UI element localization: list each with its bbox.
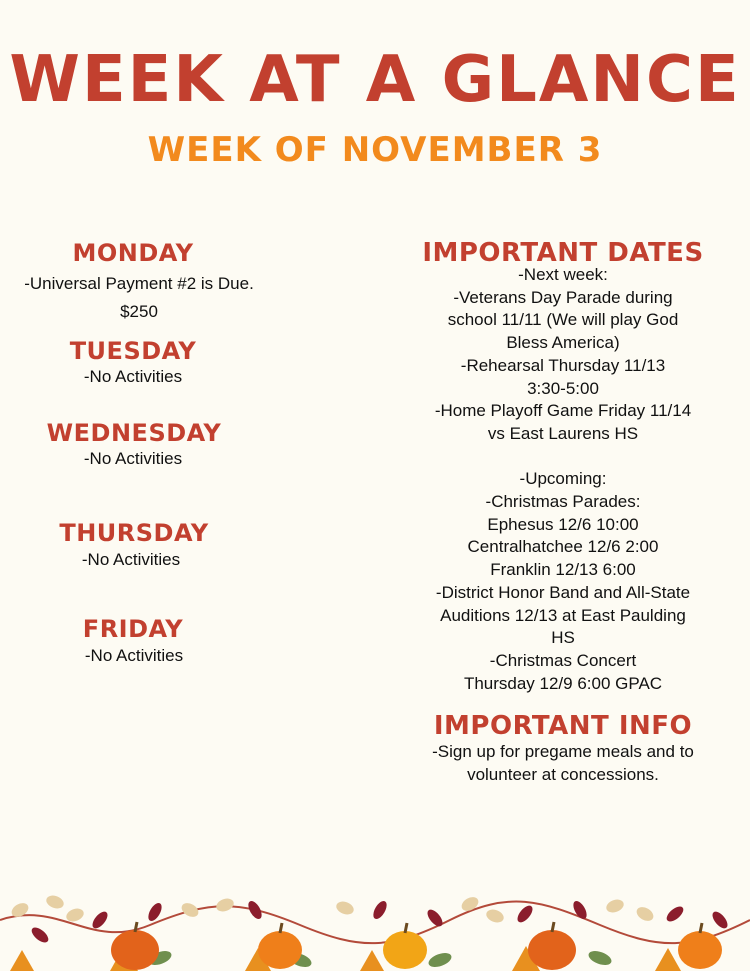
thursday-heading: THURSDAY <box>59 519 209 547</box>
wednesday-heading: WEDNESDAY <box>46 419 222 447</box>
orange-maple-leaves-icon <box>10 946 681 971</box>
important-dates-line: -Christmas Parades: <box>485 492 641 512</box>
pumpkin-icon <box>111 922 722 970</box>
thursday-text <box>31 549 231 572</box>
important-dates-line: 3:30-5:00 <box>527 378 599 398</box>
important-dates-text <box>413 264 713 695</box>
important-dates-heading: IMPORTANT DATES <box>422 238 704 268</box>
monday-line: -Universal Payment #2 is Due. <box>24 274 254 293</box>
monday-line: $250 <box>120 302 158 321</box>
friday-line: -No Activities <box>84 646 184 665</box>
wednesday-line: -No Activities <box>83 449 183 468</box>
friday-text <box>34 645 234 668</box>
important-dates-line: Ephesus 12/6 10:00 <box>487 514 639 534</box>
important-info-text <box>413 741 713 786</box>
tuesday-text <box>33 366 233 389</box>
important-dates-line: -Home Playoff Game Friday 11/14 <box>434 401 692 421</box>
important-dates-line: Auditions 12/13 at East Paulding <box>440 605 686 625</box>
important-dates-line: -Rehearsal Thursday 11/13 <box>460 355 666 375</box>
tuesday-heading: TUESDAY <box>69 337 197 365</box>
important-dates-line: -Upcoming: <box>519 469 607 489</box>
important-dates-line: school 11/11 (We will play God <box>447 310 679 330</box>
autumn-leaves-border <box>0 880 750 971</box>
monday-heading: MONDAY <box>72 239 194 267</box>
important-dates-line: HS <box>551 628 575 648</box>
page-title: WEEK AT A GLANCE <box>9 43 741 117</box>
important-dates-line: -Christmas Concert <box>489 650 637 670</box>
page-subtitle: WEEK OF NOVEMBER 3 <box>147 130 603 170</box>
important-dates-line: -Next week: <box>518 265 608 284</box>
important-dates-line: Centralhatchee 12/6 2:00 <box>467 537 659 557</box>
tuesday-line: -No Activities <box>83 367 183 386</box>
important-dates-line: Bless America) <box>506 333 620 353</box>
important-info-line: -Sign up for pregame meals and to <box>432 742 694 761</box>
important-dates-line: -District Honor Band and All-State <box>435 582 691 602</box>
important-dates-spacer <box>413 446 713 469</box>
wednesday-text <box>33 448 233 471</box>
important-dates-line: vs East Laurens HS <box>487 423 639 443</box>
friday-heading: FRIDAY <box>82 615 184 643</box>
important-dates-line: Franklin 12/13 6:00 <box>490 560 636 580</box>
monday-text <box>8 270 270 326</box>
important-info-line: volunteer at concessions. <box>467 764 659 784</box>
important-dates-line: Thursday 12/9 6:00 GPAC <box>463 673 663 693</box>
important-dates-line: -Veterans Day Parade during <box>453 287 673 307</box>
thursday-line: -No Activities <box>81 550 181 569</box>
important-info-heading: IMPORTANT INFO <box>433 711 693 741</box>
vine-icon <box>0 901 750 943</box>
